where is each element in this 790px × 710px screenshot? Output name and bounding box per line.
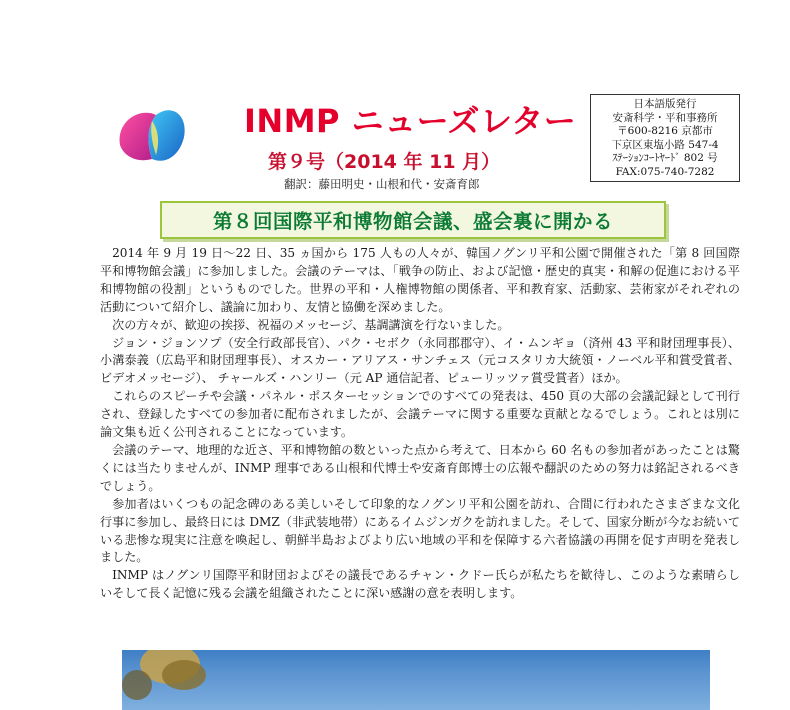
publisher-line: ｽﾃｰｼｮﾝｺｰﾄﾔｰﾄﾞ 802 号 xyxy=(612,152,718,164)
article-paragraph: これらのスピーチや会議・パネル・ポスターセッションでのすべての発表は、450 頁の大部の会議記録として刊行され、登録したすべての参加者に配布されましたが、会議テーマに関する重要な貢献となるでしょう。これとは別に論文集も近く公刊されることになっています。 xyxy=(100,389,740,440)
headline-text: 第８回国際平和博物館会議、盛会裏に開かる xyxy=(212,210,613,233)
issue-number: 第９号（2014 年 11 月） xyxy=(268,151,501,173)
article-paragraph: INMP はノグンリ国際平和財団およびその議長であるチャン・クドー氏らが私たちを歓待し、このような素晴らしいそして長く記憶に残る会議を組織されたことに深い感謝の意を表明します。 xyxy=(100,568,740,601)
translators-credit: 翻訳：藤田明史・山根和代・安斎育郎 xyxy=(284,177,480,191)
publisher-info-box xyxy=(590,94,740,182)
publisher-line: 〒600-8216 京都市 xyxy=(617,125,713,137)
publisher-line: 日本語版発行 xyxy=(633,98,697,110)
article-paragraph: 会議のテーマ、地理的な近さ、平和博物館の数といった点から考えて、日本から 60 名もの参加者があったことは驚くには当たりませんが、INMP 理事である山根和代博士や安斎育郎博士の広報や翻訳のための努力は銘記されるべきでしょう。 xyxy=(100,442,740,493)
publisher-line: 安斎科学・平和事務所 xyxy=(612,111,718,124)
newsletter-title: INMP ニューズレター xyxy=(244,102,577,140)
photo-foliage xyxy=(122,670,152,700)
publisher-line: 下京区東塩小路 547-4 xyxy=(611,138,719,151)
article-paragraph: 次の方々が、歓迎の挨拶、祝福のメッセージ、基調講演を行ないました。 xyxy=(112,317,510,332)
article-paragraph: 2014 年 9 月 19 日〜22 日、35 ヵ国から 175 人もの人々が、韓国ノグンリ平和公園で開催された「第 8 回国際平和博物館会議」に参加しました。会議のテーマは、「戦争の防止、および記憶・歴史的真実・和解の促進における平和博物館の役割」というものでした。世界の平和・人権博物館の関係者、平和教育家、活動家、芸術家がそれぞれの活動について紹介し、議論に加わり、友情と協働を深めました。 xyxy=(100,246,740,314)
article-paragraph: ジョン・ジョンソプ（安全行政部長官）、パク・セボク（永同郡郡守）、イ・ムンギョ（済州 43 平和財団理事長）、小溝泰義（広島平和財団理事長）、オスカー・アリアス・サンチェス（元コスタリカ大統領・ノーベル平和賞受賞者、ビデオメッセージ）、 チャールズ・ハンリー（元 AP 通信記者、ピューリッツァ賞受賞者）ほか。 xyxy=(100,335,740,386)
article-paragraph: 参加者はいくつもの記念碑のある美しいそして印象的なノグンリ平和公園を訪れ、合間に行われたさまざまな文化行事に参加し、最終日には DMZ（非武装地帯）にあるイムジンガクを訪れました。そして、国家分断が今なお続いている悲惨な現実に注意を喚起し、朝鮮半島およびより広い地域の平和を保障する六者協議の再開を促す声明を発表しました。 xyxy=(100,496,740,565)
publisher-line: FAX:075-740-7282 xyxy=(615,165,715,178)
noguenri-park-photo xyxy=(122,650,710,710)
article-body xyxy=(100,245,740,603)
photo-foliage xyxy=(162,660,206,690)
inmp-logo-icon xyxy=(112,97,192,177)
headline-banner xyxy=(160,201,666,239)
